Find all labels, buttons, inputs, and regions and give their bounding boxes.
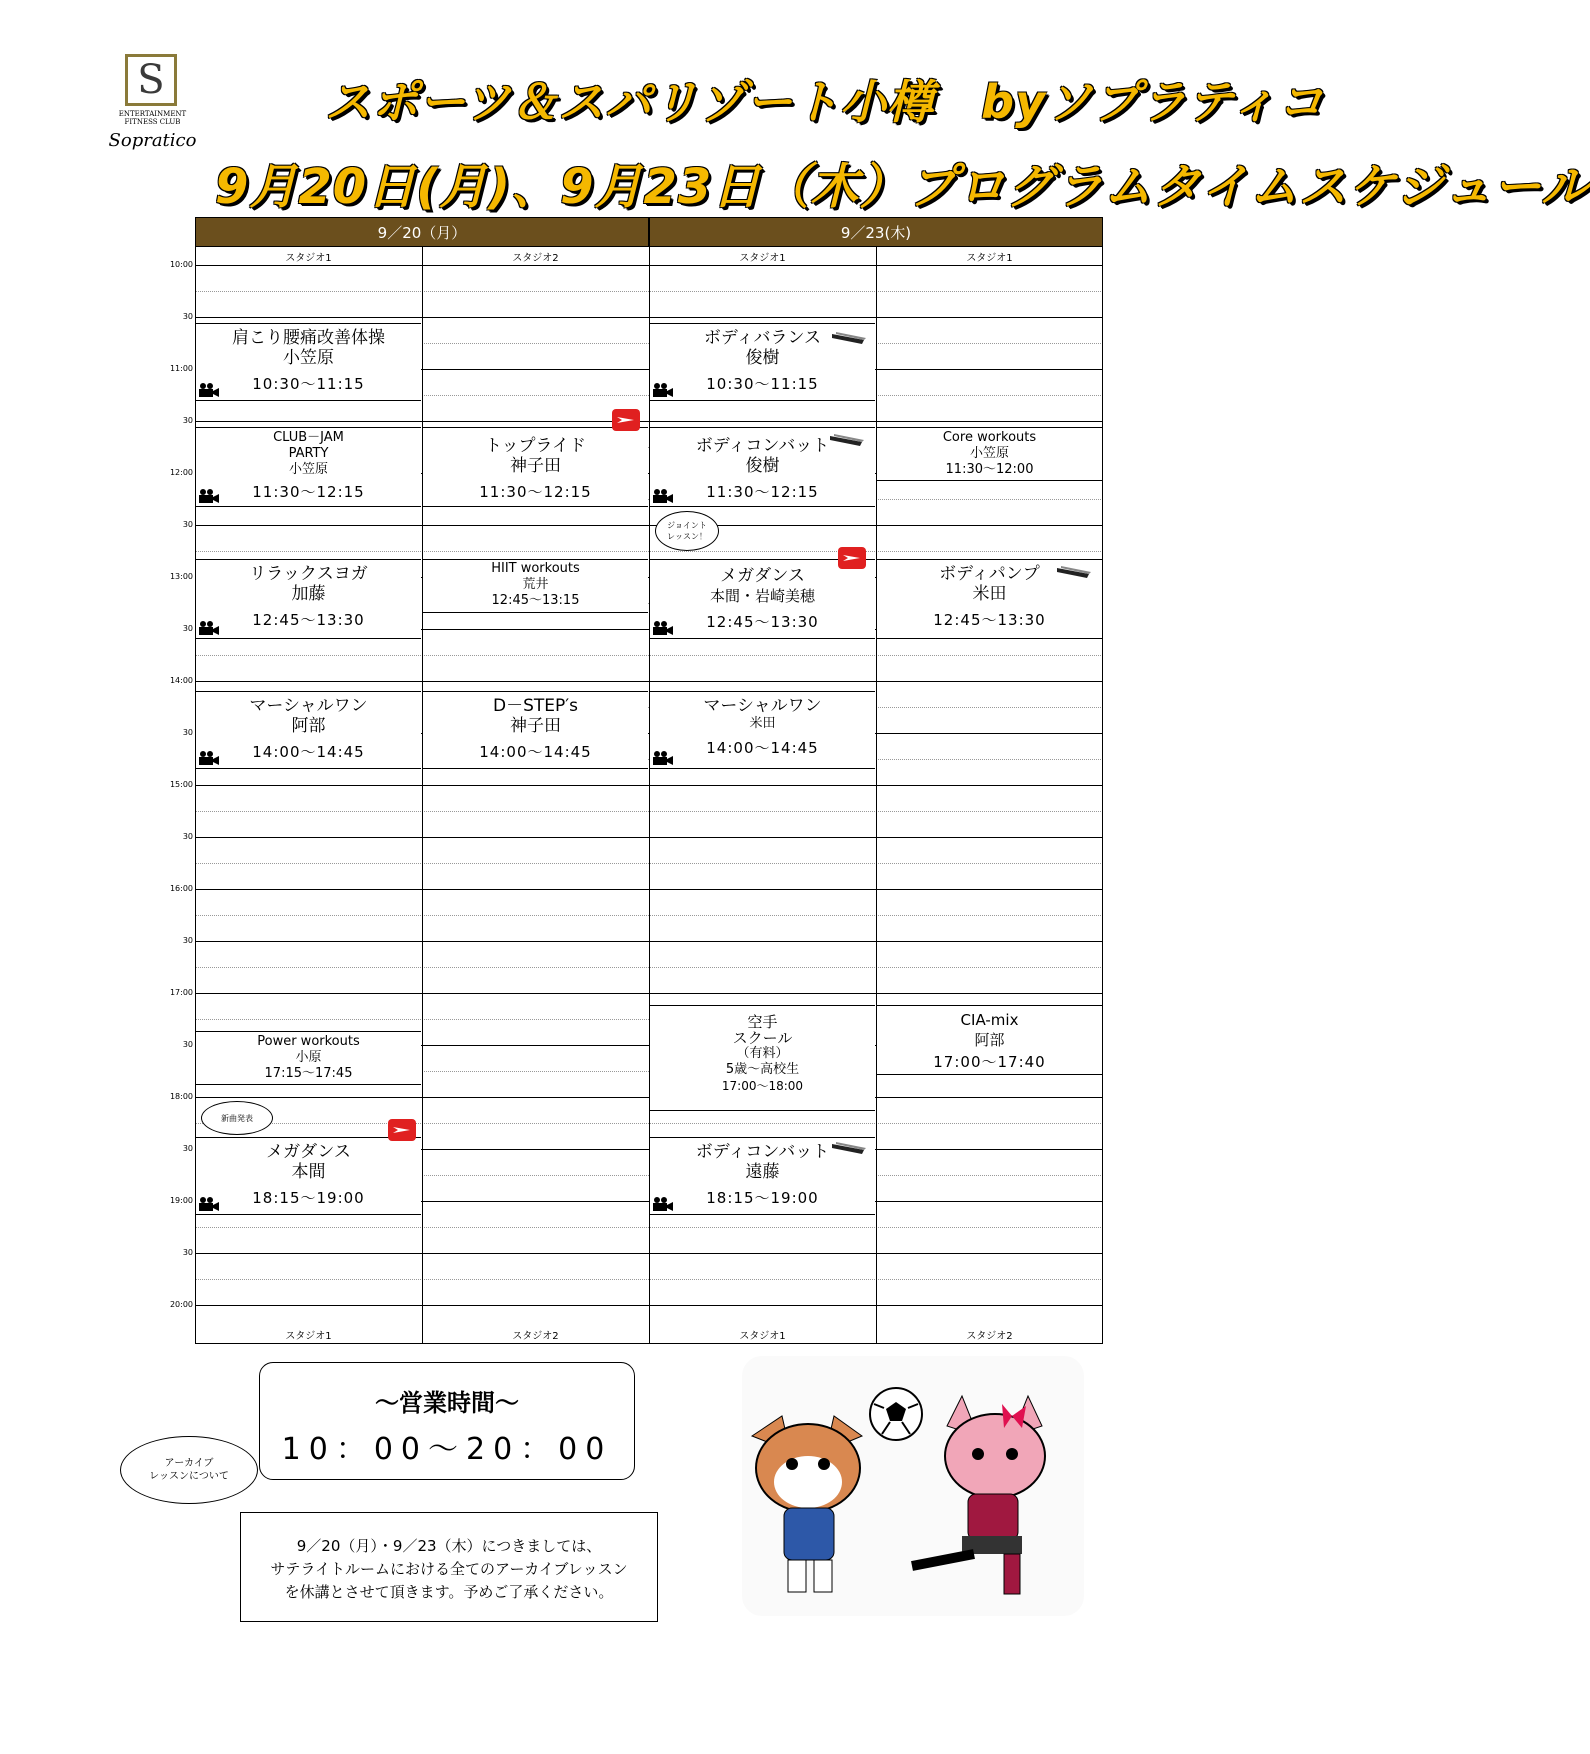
time-label: 30 xyxy=(182,624,193,633)
time-label: 30 xyxy=(182,1040,193,1049)
time-label: 30 xyxy=(182,416,193,425)
studio-label: スタジオ1 xyxy=(285,252,332,264)
program-cell[interactable]: メガダンス 本間 18:15〜19:00 xyxy=(196,1137,421,1215)
video-camera-icon xyxy=(652,383,674,397)
video-camera-icon xyxy=(652,489,674,503)
program-cell[interactable]: ボディパンプ 米田 12:45〜13:30 xyxy=(877,559,1102,639)
new-program-badge-icon xyxy=(388,1119,416,1141)
archive-bubble: アーカイブ レッスンについて xyxy=(120,1436,258,1504)
logo-text: ENTERTAINMENT FITNESS CLUB xyxy=(118,110,187,126)
time-label: 30 xyxy=(182,832,193,841)
logo-script: Sopratico xyxy=(108,130,197,151)
video-camera-icon xyxy=(652,621,674,635)
studio-label: スタジオ2 xyxy=(966,1330,1013,1342)
time-label: 16:00 xyxy=(169,884,193,893)
studio-label: スタジオ1 xyxy=(739,252,786,264)
schedule-grid xyxy=(169,217,1103,1343)
program-cell[interactable]: D－STEP′s 神子田 14:00〜14:45 xyxy=(423,691,648,769)
joint-lesson-bubble: ジョイント レッスン！ xyxy=(655,511,719,551)
logo-letter: S xyxy=(125,54,177,106)
video-camera-icon xyxy=(198,1197,220,1211)
new-program-badge-icon xyxy=(612,409,640,431)
program-cell[interactable]: メガダンス 本間・岩崎美穂 12:45〜13:30 xyxy=(650,559,875,639)
time-label: 12:00 xyxy=(169,468,193,477)
hours-label: ～営業時間～ xyxy=(375,1389,519,1417)
archive-notice: 9／20（月）・9／23（木）につきましては、 サテライトルームにおける全てのアーカイブレッスン を休講とさせて頂きます。予めご了承ください。 xyxy=(240,1512,658,1622)
time-label: 30 xyxy=(182,520,193,529)
video-camera-icon xyxy=(198,383,220,397)
soccer-ball-icon xyxy=(870,1388,922,1440)
program-cell[interactable]: Power workouts 小原 17:15〜17:45 xyxy=(196,1031,421,1085)
mascot-illustration xyxy=(742,1356,1084,1616)
video-camera-icon xyxy=(652,1197,674,1211)
col-border xyxy=(876,247,877,1343)
time-label: 30 xyxy=(182,728,193,737)
time-label: 14:00 xyxy=(169,676,193,685)
program-cell[interactable]: CIA-mix 阿部 17:00〜17:40 xyxy=(877,1005,1102,1075)
ribbon-icon xyxy=(1057,566,1091,578)
program-cell[interactable]: ボディコンバット 俊樹 11:30〜12:15 xyxy=(650,427,875,507)
time-label: 13:00 xyxy=(169,572,193,581)
ribbon-icon xyxy=(832,1142,866,1154)
day2-header: 9／23(木) xyxy=(649,217,1103,247)
program-cell[interactable]: マーシャルワン 阿部 14:00〜14:45 xyxy=(196,691,421,769)
time-label: 30 xyxy=(182,936,193,945)
page-title: スポーツ＆スパリゾート小樽 byソプラティコ xyxy=(325,75,1325,129)
time-label: 19:00 xyxy=(169,1196,193,1205)
day1-header: 9／20（月） xyxy=(195,217,649,247)
page-subtitle: 9月20日(月)、9月23日（木）プログラムタイムスケジュール xyxy=(215,159,1590,215)
program-cell[interactable]: 肩こり腰痛改善体操 小笠原 10:30〜11:15 xyxy=(196,323,421,401)
program-cell[interactable]: Core workouts 小笠原 11:30〜12:00 xyxy=(877,427,1102,481)
time-label: 10:00 xyxy=(169,260,193,269)
program-cell[interactable]: トップライド 神子田 11:30〜12:15 xyxy=(423,427,648,507)
col-border xyxy=(422,247,423,1343)
business-hours-box xyxy=(259,1362,635,1480)
program-cell[interactable]: リラックスヨガ 加藤 12:45〜13:30 xyxy=(196,559,421,639)
program-cell[interactable]: HIIT workouts 荒井 12:45〜13:15 xyxy=(423,559,648,613)
hours-value: 10：00～20：00 xyxy=(281,1432,613,1467)
video-camera-icon xyxy=(198,489,220,503)
program-cell[interactable]: ボディコンバット 遠藤 18:15〜19:00 xyxy=(650,1137,875,1215)
program-cell[interactable]: ボディバランス 俊樹 10:30〜11:15 xyxy=(650,323,875,401)
studio-label: スタジオ1 xyxy=(966,252,1013,264)
program-cell[interactable]: マーシャルワン 米田 14:00〜14:45 xyxy=(650,691,875,769)
studio-label: スタジオ1 xyxy=(285,1330,332,1342)
club-logo xyxy=(95,50,210,160)
time-label: 30 xyxy=(182,1248,193,1257)
grid-line xyxy=(195,1343,1103,1344)
studio-label: スタジオ1 xyxy=(739,1330,786,1342)
time-label: 20:00 xyxy=(169,1300,193,1309)
program-cell[interactable]: 空手 スクール （有料） 5歳～高校生 17:00〜18:00 xyxy=(650,1005,875,1111)
time-label: 18:00 xyxy=(169,1092,193,1101)
new-song-bubble: 新曲発表 xyxy=(201,1101,273,1135)
program-cell[interactable]: CLUB－JAM PARTY 小笠原 11:30〜12:15 xyxy=(196,427,421,507)
time-label: 30 xyxy=(182,1144,193,1153)
time-label: 11:00 xyxy=(169,364,193,373)
time-label: 15:00 xyxy=(169,780,193,789)
video-camera-icon xyxy=(198,751,220,765)
col-border xyxy=(1102,247,1103,1343)
time-label: 30 xyxy=(182,312,193,321)
studio-label: スタジオ2 xyxy=(512,1330,559,1342)
video-camera-icon xyxy=(198,621,220,635)
video-camera-icon xyxy=(652,751,674,765)
new-program-badge-icon xyxy=(838,547,866,569)
ribbon-icon xyxy=(830,434,864,446)
ribbon-icon xyxy=(832,332,866,344)
time-label: 17:00 xyxy=(169,988,193,997)
studio-label: スタジオ2 xyxy=(512,252,559,264)
